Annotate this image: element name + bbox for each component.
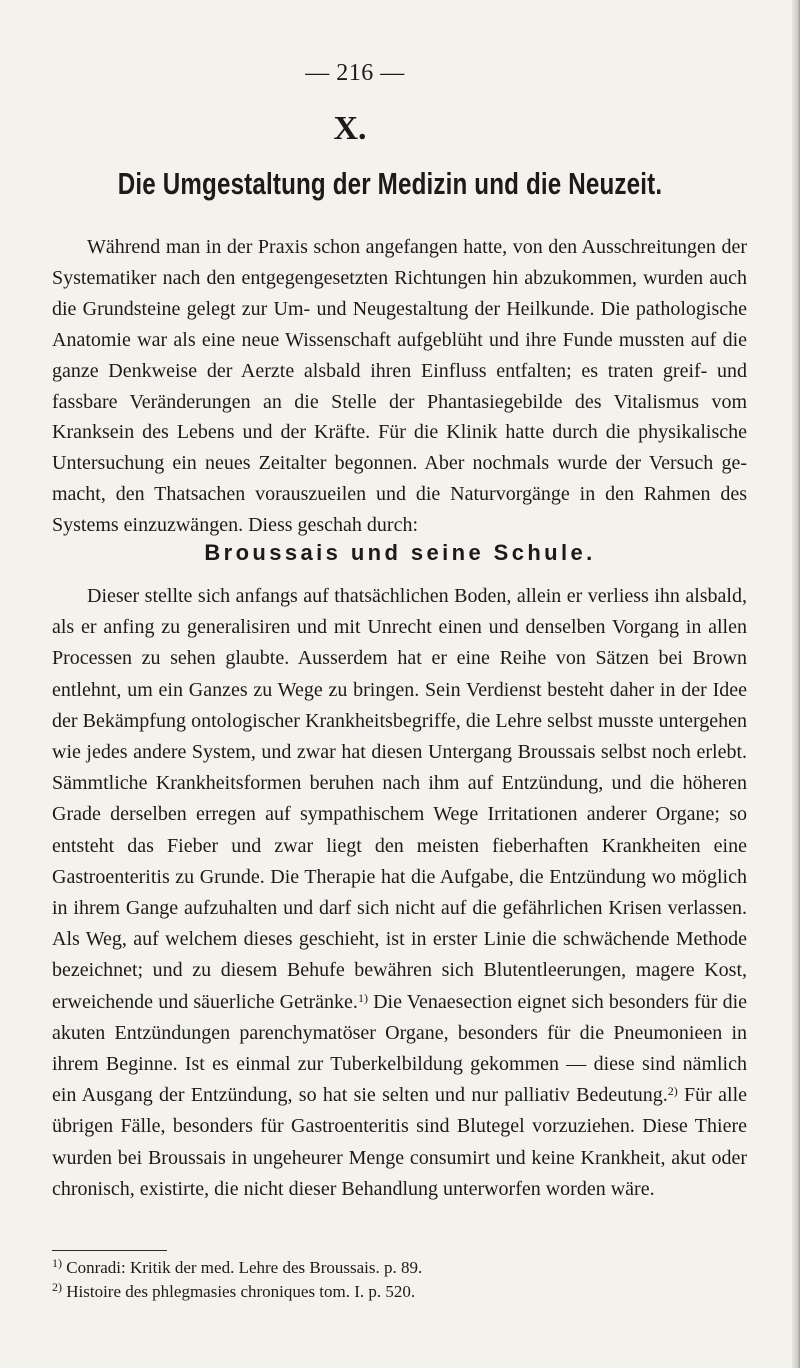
page-edge <box>792 0 800 1368</box>
body-paragraph <box>52 581 747 1205</box>
paragraph-text: Dieser stellte sich anfangs auf thatsächlichen Boden, allein er verliess ihn alsbald, als er anfing zu generalisiren und mit Unrecht einen und denselben Vorgang in allen Processen zu sehen glaubte. Ausserdem hat er eine Reihe von Sätzen bei Brown entlehnt, um ein Ganzes zu Wege zu bringen. Sein Verdienst besteht daher in der Idee der Bekämpfung ontologischer Krankheitsbegriffe, die Lehre selbst musste untergehen wie jedes andere System, und zwar hat diesen Untergang Broussais selbst noch erlebt. Sämmtliche Krankheitsformen beruhen nach ihm auf Entzündung, und die höheren Grade derselben erregen auf sympathischem Wege Irritationen anderer Organe; so entsteht das Fieber und zwar liegt den meisten fieberhaften Krankheiten eine Gastroenteritis zu Grunde. Die Therapie hat die Aufgabe, die Entzündung wo möglich in ihrem Gange aufzuhalten und darf sich nicht auf die gefährlichen Krisen verlassen. Als Weg, auf welchem dieses geschieht, ist in erster Linie die schwächende Methode bezeichnet; und zu diesem Behufe bewähren sich Blutentleerungen, magere Kost, erweichende und säuerliche Getränke. <box>52 585 747 1013</box>
footnote <box>52 1280 747 1304</box>
footnote-text: Histoire des phlegmasies chroniques tom. I. p. 520. <box>62 1282 416 1301</box>
footnote-divider <box>52 1250 167 1251</box>
chapter-number: X. <box>333 110 367 147</box>
footnote-reference: 1) <box>357 990 368 1005</box>
paragraph-text: Die Venaesection eignet sich besonders für die akuten Entzündungen parenchymatöser Organe, besonders für die Pneumonieen in ihrem Beginne. Ist es einmal zur Tuberkelbildung gekommen — diese sind nämlich ein Ausgang der Entzündung, so hat sie selten und nur palliativ Bedeutung. <box>52 990 748 1107</box>
section-heading: Broussais und seine Schule. <box>204 540 596 565</box>
body-paragraph: Während man in der Praxis schon angefangen hatte, von den Ausschreitungen der Systematiker nach den entgegengesetzten Richtungen hin abzukommen, wurden auch die Grundsteine gelegt zur Um- und Neugestaltung der Heilkunde. Die pathologische Anatomie war als eine neue Wissenschaft aufgeblüht und ihre Funde mussten auf die ganze Denkweise der Aerzte alsbald ihren Einfluss entfalten; es traten greif- und fassbare Veränderungen an die Stelle der Phantasiegebilde des Vitalismus vom Kranksein des Lebens und der Kräfte. Für die Klinik hatte durch die physikalische Untersuchung ein neues Zeitalter begonnen. Aber nochmals wurde der Versuch gemacht, den Thatsachen vorauszueilen und die Naturvorgänge in den Rahmen des Systems einzuzwängen. Diess geschah durch: <box>52 236 747 537</box>
footnote-text: Conradi: Kritik der med. Lehre des Broussais. p. 89. <box>62 1258 423 1277</box>
footnote-mark: 1) <box>52 1256 62 1270</box>
paragraph-text: Für alle übrigen Fälle, besonders für Gastroenteritis sind Blutegel vorzuziehen. Diese Thiere wurden bei Broussais in ungeheurer Menge consumirt und keine Krankheit, akut oder chronisch, existirte, die nicht dieser Behandlung unterworfen worden wäre. <box>52 1084 747 1200</box>
footnote-reference: 2) <box>667 1084 678 1099</box>
page-number: — 216 — <box>305 60 405 86</box>
chapter-title: Die Umgestaltung der Medizin und die Neuzeit. <box>117 166 663 201</box>
footnotes <box>52 1256 747 1304</box>
footnote-mark: 2) <box>52 1280 62 1294</box>
footnote <box>52 1256 747 1280</box>
